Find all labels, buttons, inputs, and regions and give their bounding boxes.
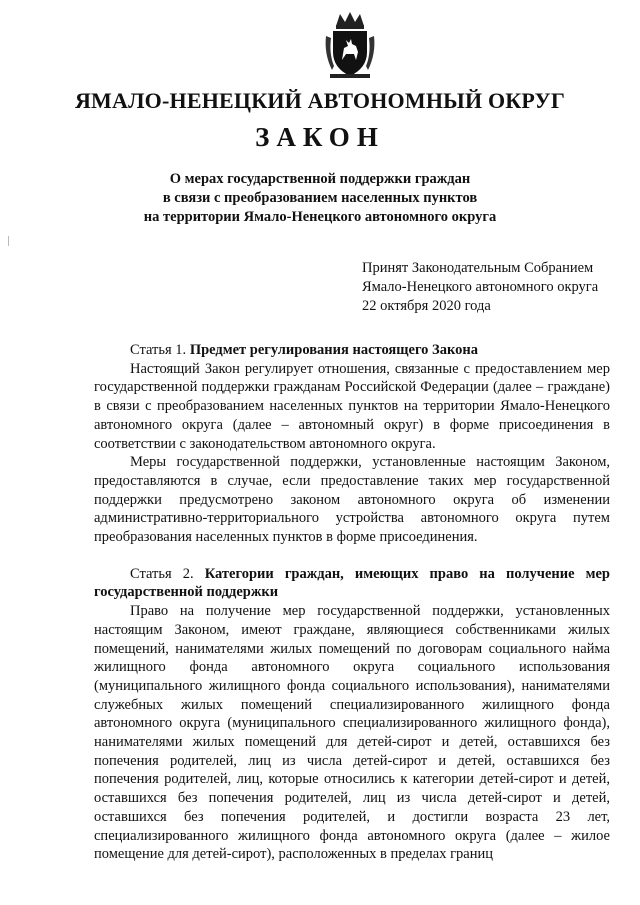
article-paragraph: Настоящий Закон регулирует отношения, связанные с предоставлением мер государственной поддержки гражданам Российской Федерации (далее – граждане) в связи с преобразованием населенных пунктов на территории Ямало-Ненецкого автономного округа (далее – автономный округ) в форме присоединения в соответствии с законодательством автономного округа. [94, 360, 610, 452]
article-2-heading [94, 565, 610, 602]
adoption-date: 22 октября 2020 года [362, 298, 491, 314]
article-number: Статья 2. [130, 565, 194, 582]
coat-of-arms-emblem [322, 10, 378, 82]
law-title-line: в связи с преобразованием населенных пунктов [162, 190, 478, 206]
article-paragraph: Право на получение мер государственной поддержки, установленных настоящим Законом, имеют граждане, являющиеся собственниками жилых помещений, нанимателями жилых помещений по договорам социального найма жилищного фонда автономного округа социального использования (муниципального жилищного фонда социального использования), нанимателями служебных жилых помещений специализированного жилищного фонда автономного округа (муниципального специализированного жилищного фонда), нанимателями жилых помещений для детей-сирот и детей, оставшихся без попечения родителей, лиц из числа детей-сирот и детей, оставшихся без попечения родителей, лиц, которые относились к категории детей-сирот и детей, оставшихся без попечения родителей, лиц из числа детей-сирот и детей, оставшихся без попечения родителей, и достигли возраста 23 лет, специализированного жилищного фонда автономного округа (далее – жилое помещение для детей-сирот), расположенных в пределах границ [94, 603, 610, 863]
adoption-line: Ямало-Ненецкого автономного округа [362, 279, 599, 295]
law-title-line: на территории Ямало-Ненецкого автономного округа [143, 209, 497, 225]
document-type: ЗАКОН [255, 122, 385, 152]
law-title-line: О мерах государственной поддержки граждан [169, 171, 471, 187]
article-1-heading [94, 341, 610, 360]
scan-artifact [8, 236, 9, 246]
document-body [94, 341, 610, 864]
article-number: Статья 1. [130, 342, 187, 358]
article-title: Предмет регулирования настоящего Закона [189, 342, 478, 358]
law-title [120, 170, 520, 227]
article-title: Категории граждан, имеющих право на получение мер государственной поддержки [94, 565, 610, 601]
region-name: ЯМАЛО-НЕНЕЦКИЙ АВТОНОМНЫЙ ОКРУГ [74, 88, 566, 113]
article-paragraph: Меры государственной поддержки, установленные настоящим Законом, предоставляются в случае, если предоставление таких мер государственной поддержки предусмотрено законом автономного округа об изменении административно-территориального устройства автономного округа путем преобразования населенных пунктов в форме присоединения. [94, 454, 610, 546]
spacer [94, 547, 610, 565]
adoption-line: Принят Законодательным Собранием [362, 260, 594, 276]
adoption-note [362, 259, 598, 316]
